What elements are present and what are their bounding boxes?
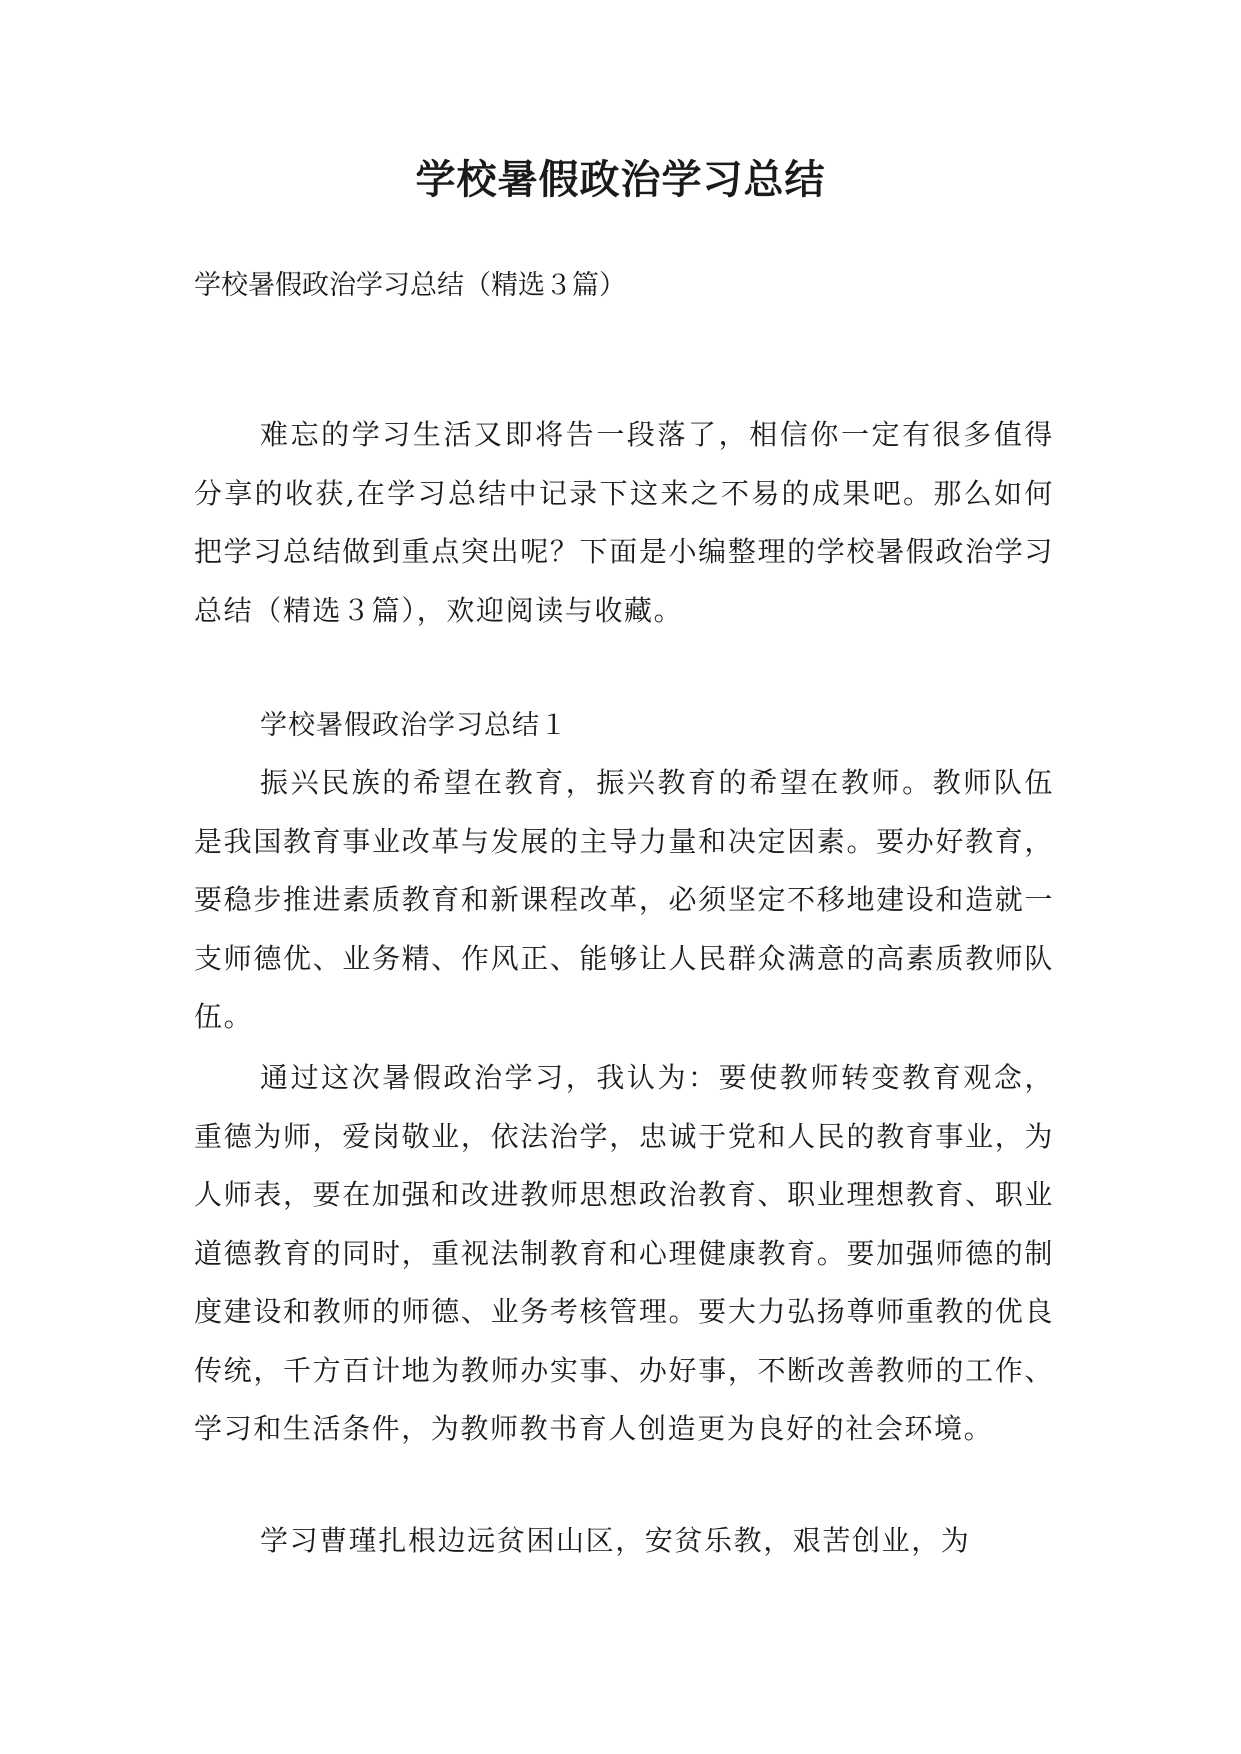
document-subtitle: 学校暑假政治学习总结（精选３篇） bbox=[194, 270, 626, 301]
document-title: 学校暑假政治学习总结 bbox=[415, 157, 826, 203]
section-heading: 学校暑假政治学习总结１ bbox=[260, 710, 568, 741]
body-paragraph: 学习曹瑾扎根边远贫困山区，安贫乐教，艰苦创业，为 bbox=[260, 1524, 971, 1557]
body-paragraph: 通过这次暑假政治学习，我认为：要使教师转变教育观念，重德为师，爱岗敬业，依法治学，忠诚于党和人民的教育事业，为人师表，要在加强和改进教师思想政治教育、职业理想教育、职业道德教育的同时，重视法制教育和心理健康教育。要加强师德的制度建设和教师的师德、业务考核管理。要大力弘扬尊师重教的优良传统，千方百计地为教师办实事、办好事，不断改善教师的工作、学习和生活条件，为教师教书育人创造更为良好的社会环境。 bbox=[194, 1061, 1054, 1445]
body-paragraph: 振兴民族的希望在教育，振兴教育的希望在教师。教师队伍是我国教育事业改革与发展的主导力量和决定因素。要办好教育，要稳步推进素质教育和新课程改革，必须坚定不移地建设和造就一支师德优、业务精、作风正、能够让人民群众满意的高素质教师队伍。 bbox=[194, 766, 1054, 1033]
intro-paragraph: 难忘的学习生活又即将告一段落了，相信你一定有很多值得分享的收获,在学习总结中记录下这来之不易的成果吧。那么如何把学习总结做到重点突出呢？下面是小编整理的学校暑假政治学习总结（精选３篇），欢迎阅读与收藏。 bbox=[194, 418, 1054, 627]
